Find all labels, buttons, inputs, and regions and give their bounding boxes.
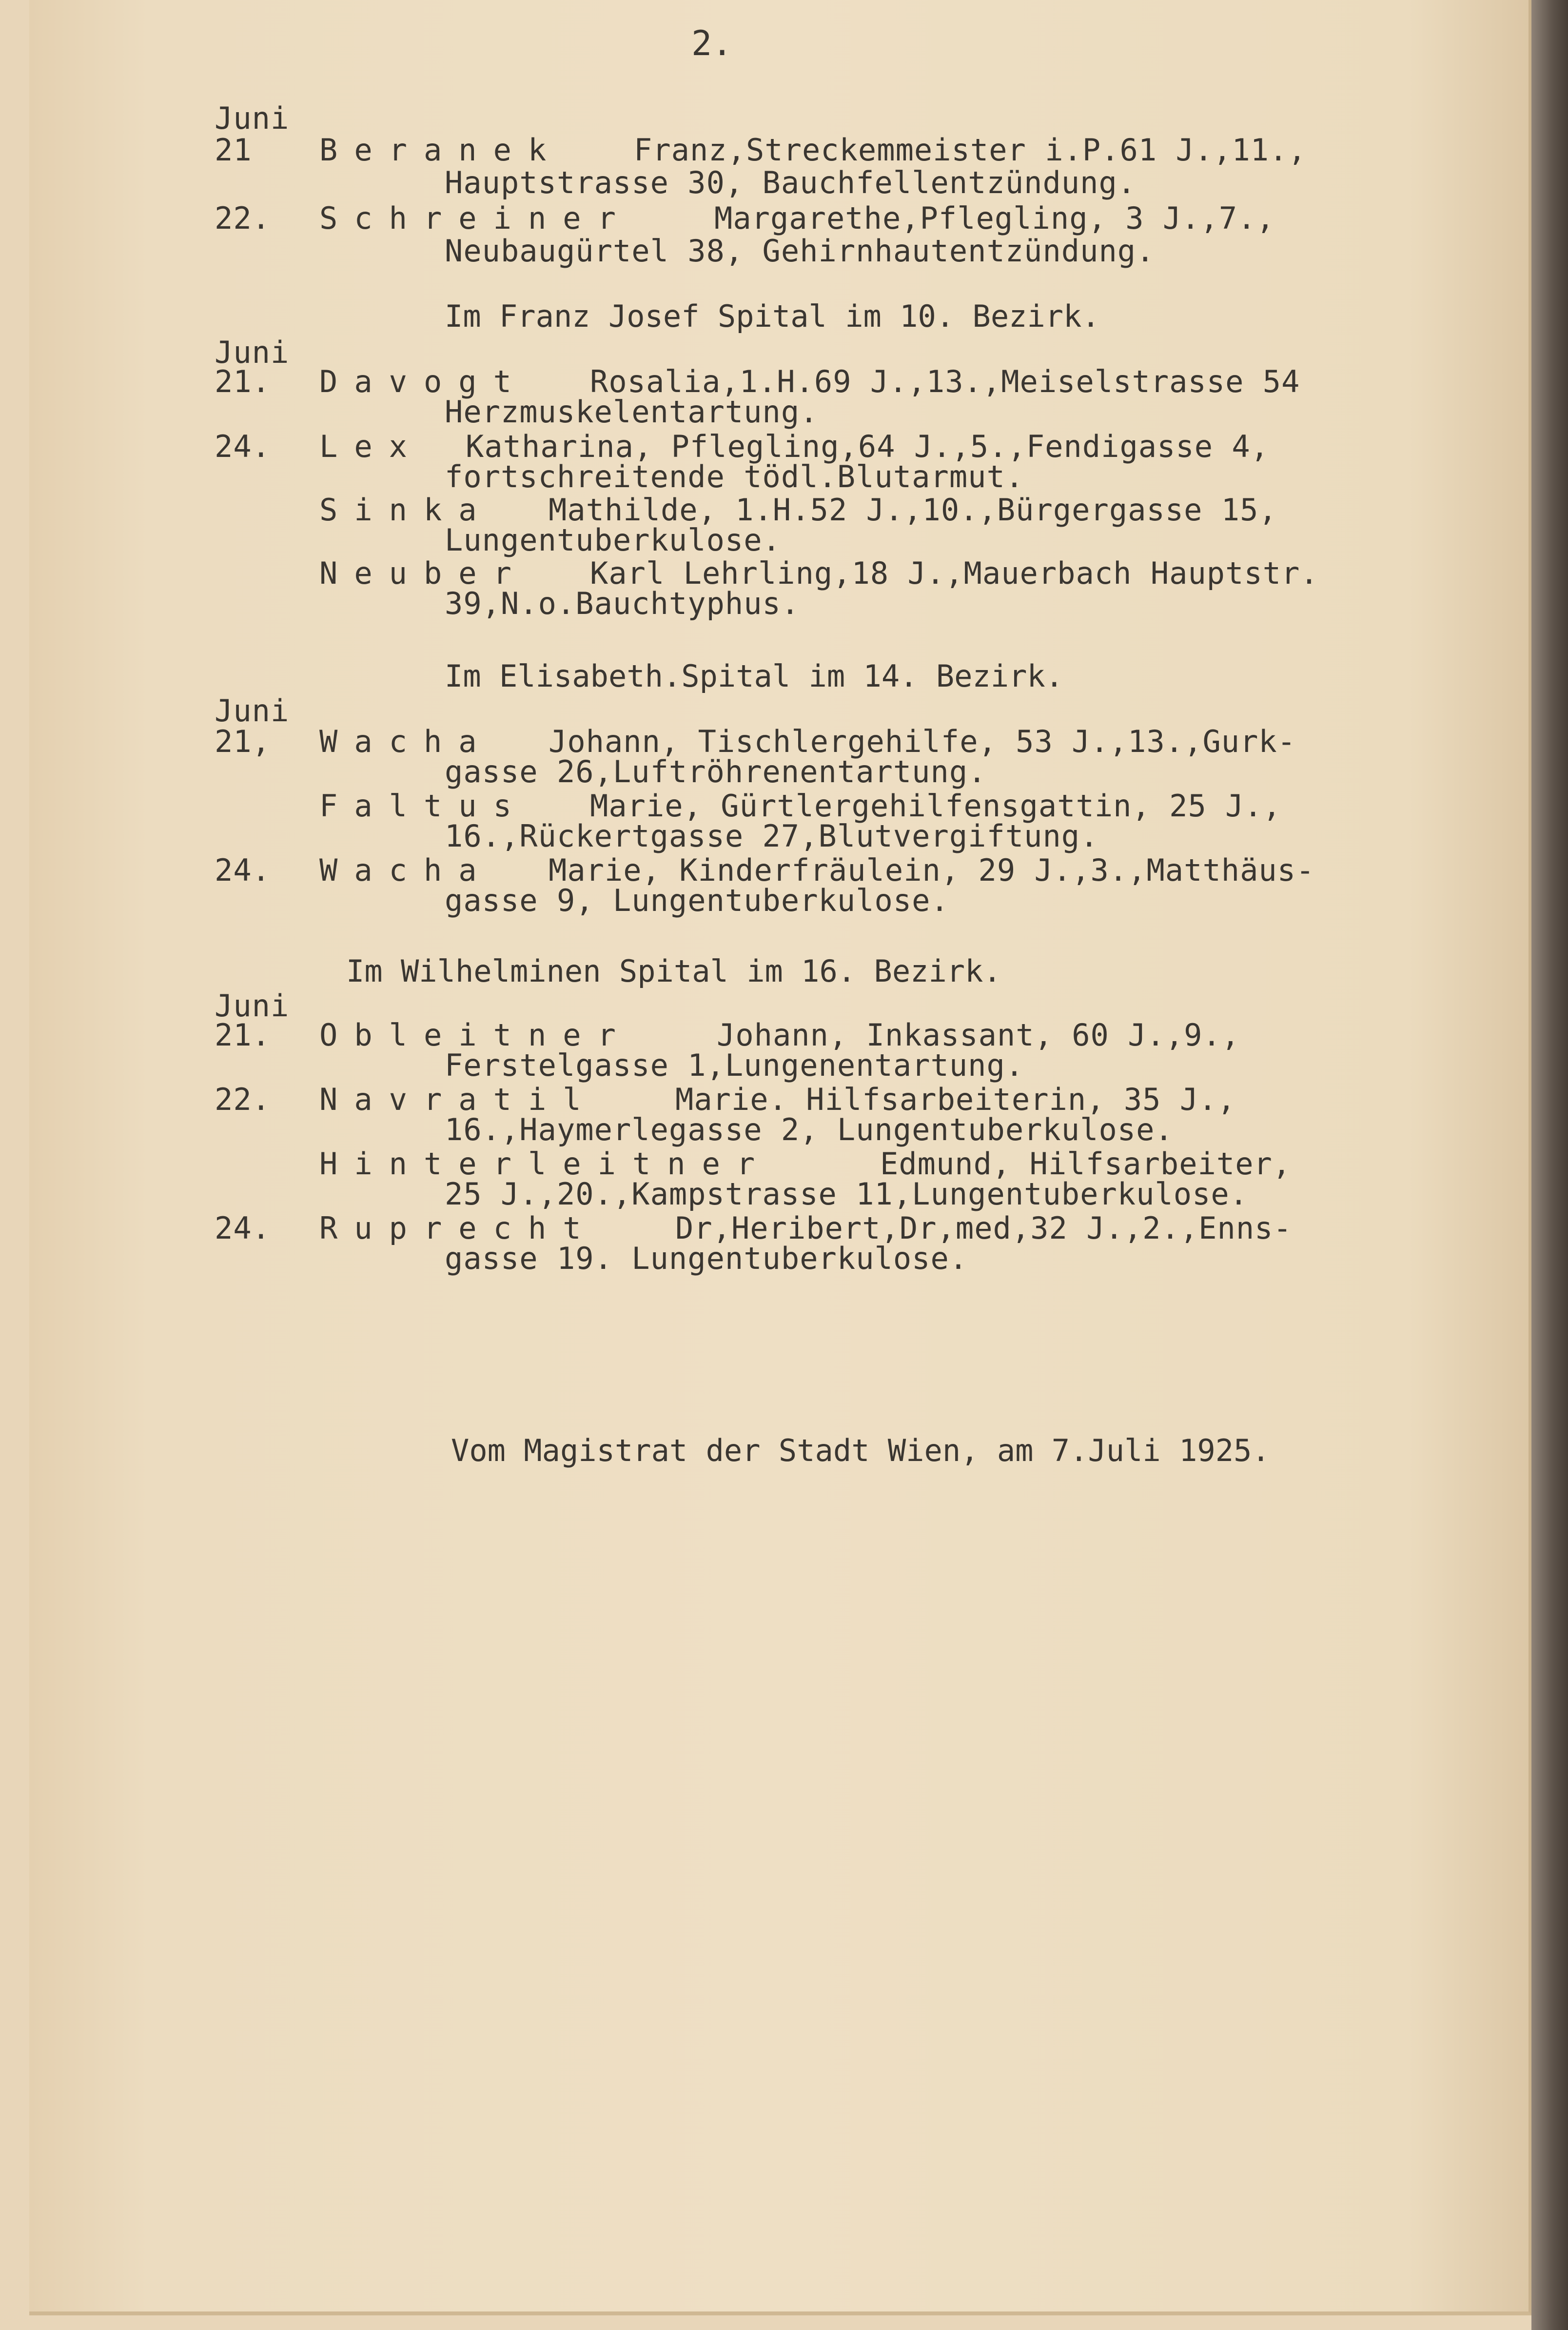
entry-details-line1: Katharina, Pflegling,64 J.,5.,Fendigasse 4, — [466, 429, 1270, 464]
entry-details-line2: Ferstelgasse 1,Lungenentartung. — [445, 1047, 1024, 1083]
entry-surname: Sinka — [319, 492, 493, 528]
entry-details-line2: Herzmuskelentartung. — [445, 394, 819, 430]
entry-details-line2: Lungentuberkulose. — [445, 522, 781, 558]
entry-details-line1: Margarethe,Pflegling, 3 J.,7., — [714, 200, 1275, 236]
entry-details-line2: 39,N.o.Bauchtyphus. — [445, 586, 800, 621]
entry-details-line1: Johann, Inkassant, 60 J.,9., — [717, 1017, 1240, 1053]
entry-surname: Obleitner — [319, 1017, 632, 1053]
entry-surname: Lex — [319, 429, 424, 464]
entry-details-line2: Neubaugürtel 38, Gehirnhautentzündung. — [445, 233, 1155, 269]
entry-details-line1: Marie. Hilfsarbeiterin, 35 J., — [675, 1082, 1236, 1117]
entry-details-line1: Marie, Kinderfräulein, 29 J.,3.,Matthäus- — [549, 852, 1315, 888]
entry-surname: Neuber — [319, 555, 528, 591]
entry-day: 21 — [215, 132, 252, 168]
month-label: Juni — [215, 693, 290, 729]
entry-details-line2: 16.,Rückertgasse 27,Blutvergiftung. — [445, 818, 1099, 854]
section-heading: Im Wilhelminen Spital im 16. Bezirk. — [346, 953, 1001, 989]
entry-day: 24. — [215, 852, 271, 888]
entry-details-line2: 16.,Haymerlegasse 2, Lungentuberkulose. — [445, 1112, 1174, 1147]
entry-details-line1: Mathilde, 1.H.52 J.,10.,Bürgergasse 15, — [549, 492, 1277, 528]
section-heading: Im Franz Josef Spital im 10. Bezirk. — [445, 298, 1100, 334]
closing-line: Vom Magistrat der Stadt Wien, am 7.Juli 1925. — [451, 1433, 1270, 1468]
month-label: Juni — [215, 988, 290, 1024]
book-edge — [1531, 0, 1568, 2330]
entry-surname: Beranek — [319, 132, 563, 168]
entry-day: 22. — [215, 200, 271, 236]
entry-surname: Hinterleitner — [319, 1146, 772, 1182]
entry-surname: Navratil — [319, 1082, 598, 1117]
page-number: 2. — [691, 23, 733, 63]
entry-surname: Wacha — [319, 724, 493, 759]
entry-day: 24. — [215, 429, 271, 464]
entry-details-line2: 25 J.,20.,Kampstrasse 11,Lungentuberkulose. — [445, 1176, 1249, 1212]
entry-details-line1: Franz,Streckemmeister i.P.61 J.,11., — [634, 132, 1307, 168]
entry-day: 24. — [215, 1210, 271, 1246]
entry-surname: Wacha — [319, 852, 493, 888]
entry-surname: Davogt — [319, 364, 528, 399]
entry-details-line1: Marie, Gürtlergehilfensgattin, 25 J., — [590, 788, 1282, 824]
entry-details-line1: Johann, Tischlergehilfe, 53 J.,13.,Gurk- — [549, 724, 1296, 759]
entry-day: 21. — [215, 1017, 271, 1053]
month-label: Juni — [215, 100, 290, 136]
entry-details-line1: Dr,Heribert,Dr,med,32 J.,2.,Enns- — [675, 1210, 1292, 1246]
section-heading: Im Elisabeth.Spital im 14. Bezirk. — [445, 658, 1064, 694]
entry-details-line2: gasse 9, Lungentuberkulose. — [445, 883, 949, 918]
month-label: Juni — [215, 335, 290, 370]
entry-surname: Schreiner — [319, 200, 632, 236]
entry-details-line1: Edmund, Hilfsarbeiter, — [880, 1146, 1292, 1182]
entry-details-line1: Rosalia,1.H.69 J.,13.,Meiselstrasse 54 — [590, 364, 1300, 399]
entry-day: 21. — [215, 364, 271, 399]
entry-details-line2: gasse 26,Luftröhrenentartung. — [445, 754, 987, 790]
entry-details-line2: Hauptstrasse 30, Bauchfellentzündung. — [445, 165, 1137, 200]
entry-day: 22. — [215, 1082, 271, 1117]
entry-surname: Ruprecht — [319, 1210, 598, 1246]
entry-details-line1: Karl Lehrling,18 J.,Mauerbach Hauptstr. — [590, 555, 1319, 591]
entry-day: 21, — [215, 724, 271, 759]
entry-surname: Faltus — [319, 788, 528, 824]
entry-details-line2: fortschreitende tödl.Blutarmut. — [445, 459, 1024, 494]
entry-details-line2: gasse 19. Lungentuberkulose. — [445, 1241, 968, 1276]
